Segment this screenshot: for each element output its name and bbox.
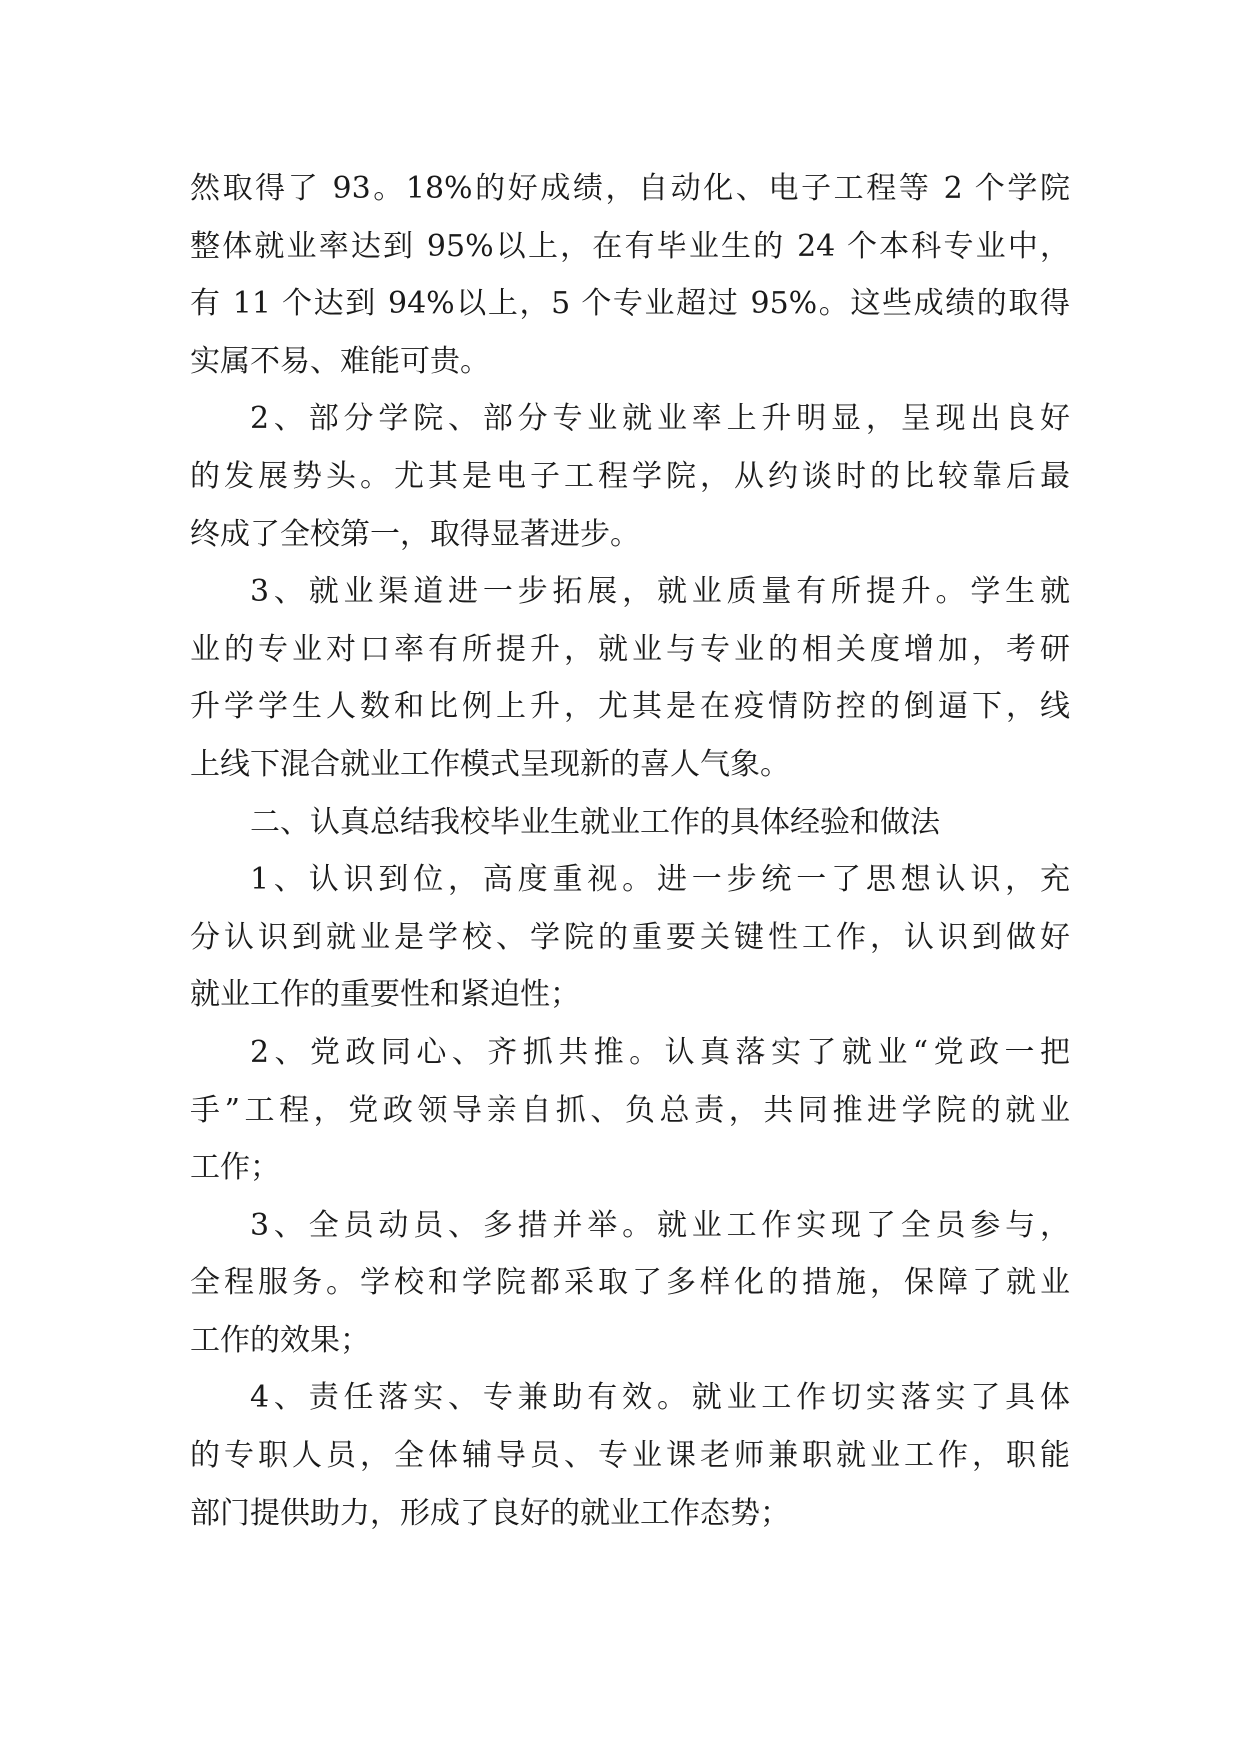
text-line: 有 11 个达到 94%以上，5 个专业超过 95%。这些成绩的取得 [190, 286, 1070, 322]
text-line: 然取得了 93。18%的好成绩，自动化、电子工程等 2 个学院 [190, 171, 1070, 206]
text-line: 工作的效果； [190, 1322, 370, 1358]
text-line: 1、认识到位，高度重视。进一步统一了思想认识，充 [250, 862, 1070, 898]
document-body [190, 160, 1070, 1542]
text-line: 部门提供助力，形成了良好的就业工作态势； [190, 1495, 790, 1531]
text-line: 升学学生人数和比例上升，尤其是在疫情防控的倒逼下，线 [190, 689, 1070, 725]
text-line: 分认识到就业是学校、学院的重要关键性工作，认识到做好 [190, 919, 1070, 955]
text-line: 3、全员动员、多措并举。就业工作实现了全员参与， [250, 1207, 1070, 1243]
text-line: 实属不易、难能可贵。 [190, 343, 490, 379]
text-line: 的专职人员，全体辅导员、专业课老师兼职就业工作，职能 [190, 1438, 1070, 1474]
text-line: 工作； [190, 1150, 280, 1186]
text-line: 终成了全校第一，取得显著进步。 [190, 516, 640, 552]
text-line: 2、党政同心、齐抓共推。认真落实了就业“党政一把 [250, 1034, 1070, 1070]
text-line: 就业工作的重要性和紧迫性； [190, 977, 580, 1013]
text-line: 手”工程，党政领导亲自抓、负总责，共同推进学院的就业 [190, 1092, 1070, 1128]
text-line: 全程服务。学校和学院都采取了多样化的措施，保障了就业 [190, 1265, 1070, 1301]
text-line: 4、责任落实、专兼助有效。就业工作切实落实了具体 [250, 1380, 1070, 1416]
text-line: 业的专业对口率有所提升，就业与专业的相关度增加，考研 [190, 631, 1070, 667]
text-line: 3、就业渠道进一步拓展，就业质量有所提升。学生就 [250, 574, 1070, 610]
text-line: 上线下混合就业工作模式呈现新的喜人气象。 [190, 746, 790, 782]
text-line: 2、部分学院、部分专业就业率上升明显，呈现出良好 [250, 401, 1070, 437]
text-line: 的发展势头。尤其是电子工程学院，从约谈时的比较靠后最 [190, 458, 1070, 494]
section-heading: 二、认真总结我校毕业生就业工作的具体经验和做法 [250, 804, 940, 840]
text-line: 整体就业率达到 95%以上，在有毕业生的 24 个本科专业中， [190, 228, 1070, 264]
